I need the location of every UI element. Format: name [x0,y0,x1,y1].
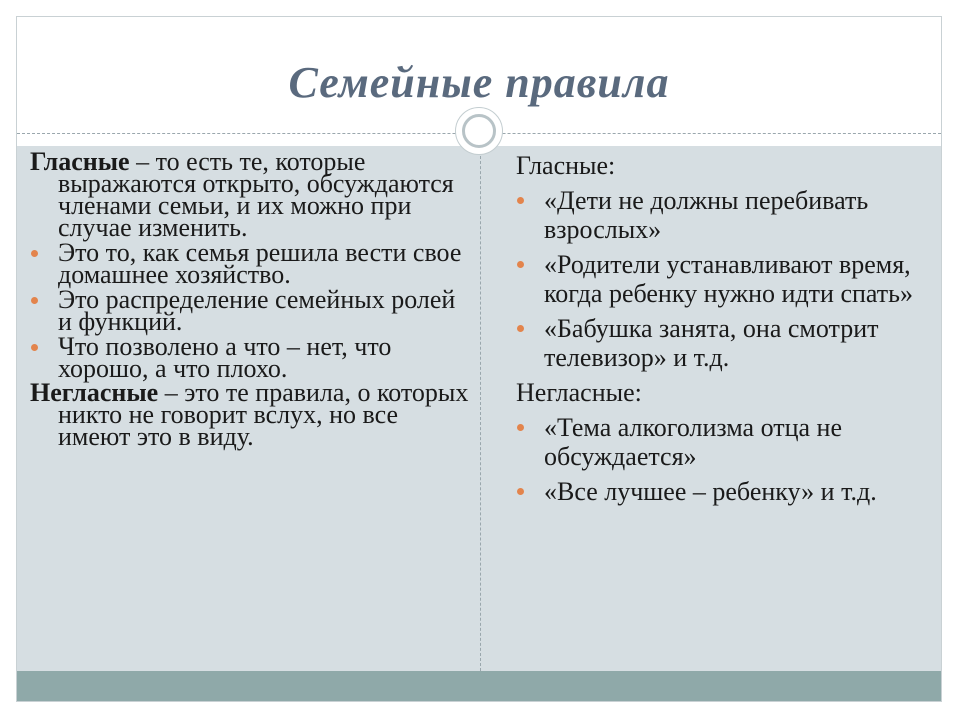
left-bullet-item [30,238,470,289]
divider-ring-inner [462,114,496,148]
left-bullet-item [30,332,470,383]
slide-title: Семейные правила [288,58,670,107]
bullet-dot-icon [517,488,524,495]
right-bullet-item [516,314,928,372]
right-bullet-list-glasnye [516,186,928,372]
right-heading-glasnye: Гласные: [516,151,616,180]
left-bullet-item [30,285,470,336]
right-bullet-item [516,477,928,506]
right-bullet-item [516,413,928,471]
left-column [30,147,470,451]
term-neglasnye: Негласные [30,378,159,407]
right-bullet-item [516,186,928,244]
right-bullet-item [516,250,928,308]
right-bullet-text: «Тема алкоголизма отца не обсуждается» [544,413,843,471]
bullet-dot-icon [31,297,38,304]
left-para-neglasnye [30,378,470,451]
right-heading-neglasnye: Негласные: [516,378,642,407]
right-bullet-text: «Дети не должны перебивать взрослых» [544,186,869,244]
left-para-neglasnye-text: – это те правила, о которых никто не говорит вслух, но все имеют это в виду. [58,378,469,451]
bullet-dot-icon [517,197,524,204]
right-column [516,151,928,506]
bullet-dot-icon [31,344,38,351]
term-glasnye: Гласные [30,147,130,176]
bullet-dot-icon [31,250,38,257]
left-bullet-text: Это распределение семейных ролей и функций. [58,285,456,336]
left-para-glasnye [30,147,470,242]
bullet-dot-icon [517,325,524,332]
left-bullet-text: Что позволено а что – нет, что хорошо, а что плохо. [58,332,392,383]
right-bullet-text: «Бабушка занята, она смотрит телевизор» и т.д. [544,314,879,372]
footer-bar [17,671,941,701]
column-divider-line [480,146,481,671]
bullet-dot-icon [517,261,524,268]
divider-ring-ornament [455,107,503,155]
left-bullet-list [30,238,470,383]
right-bullet-text: «Родители устанавливают время, когда ребенку нужно идти спать» [544,250,914,308]
bullet-dot-icon [517,424,524,431]
left-para-glasnye-text: – то есть те, которые выражаются открыто, обсуждаются членами семьи, и их можно при случае изменить. [58,147,454,242]
left-bullet-text: Это то, как семья решила вести свое домашнее хозяйство. [58,238,462,289]
right-bullet-list-neglasnye [516,413,928,506]
right-bullet-text: «Все лучшее – ребенку» и т.д. [544,477,877,506]
